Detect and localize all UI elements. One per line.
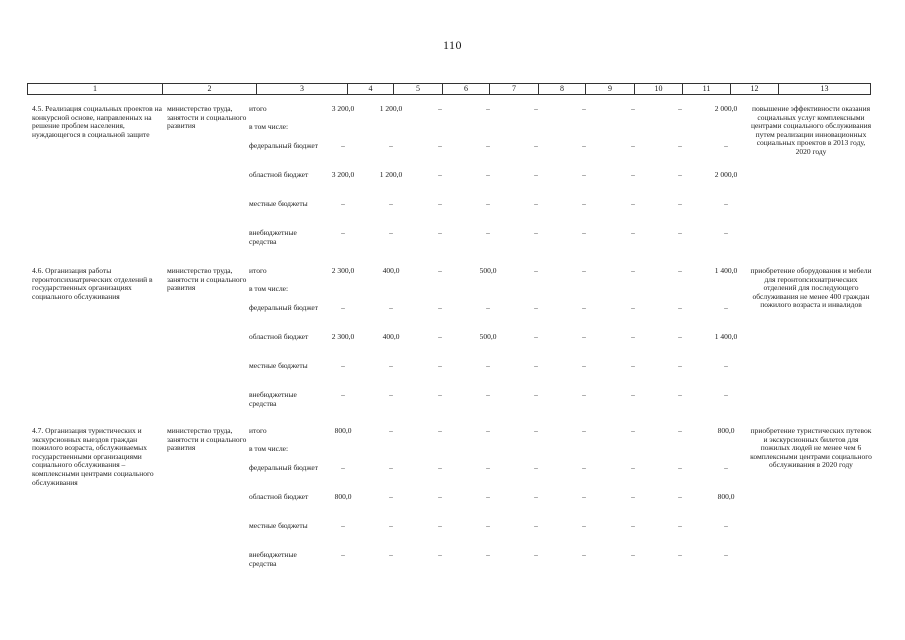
activity-description: 4.7. Организация туристических и экскурсионных выездов граждан пожилого возраста, обслуживаемых государственными организациями социального обслуживания – комплексными центрами социального обслуживания	[32, 426, 154, 487]
funding-value: –	[341, 361, 345, 370]
funding-value: –	[438, 228, 442, 237]
funding-value: –	[438, 303, 442, 312]
funding-value: 800,0	[717, 492, 735, 501]
activity-description: 4.5. Реализация социальных проектов на конкурсной основе, направленных на решение проблем населения, нуждающегося в социальной защите	[32, 104, 162, 139]
activity-description: 4.6. Организация работы геронтопсихиатрических отделений в государственных организациях социального обслуживания	[32, 266, 153, 301]
funding-value: –	[534, 228, 538, 237]
funding-source-label: в том числе:	[249, 444, 289, 453]
funding-value: –	[341, 303, 345, 312]
funding-value: –	[389, 303, 393, 312]
funding-source-row	[27, 304, 870, 326]
funding-value: –	[724, 361, 728, 370]
funding-source-label: местные бюджеты	[249, 199, 308, 208]
activity-section	[27, 267, 870, 417]
funding-source-label: итого	[249, 426, 267, 435]
funding-value: –	[438, 390, 442, 399]
funding-value: –	[534, 199, 538, 208]
funding-value: –	[678, 332, 682, 341]
funding-value: –	[631, 303, 635, 312]
funding-value: –	[389, 492, 393, 501]
column-number-header	[27, 83, 871, 95]
funding-value: –	[582, 228, 586, 237]
funding-source-label: местные бюджеты	[249, 361, 308, 370]
column-number: 12	[731, 84, 779, 95]
funding-value: –	[631, 550, 635, 559]
funding-value: –	[678, 141, 682, 150]
funding-source-label: итого	[249, 104, 267, 113]
funding-value: –	[631, 104, 635, 113]
funding-value: –	[534, 390, 538, 399]
funding-value: –	[389, 228, 393, 237]
funding-value: –	[582, 266, 586, 275]
funding-value: 2 300,0	[331, 332, 355, 341]
funding-source-label: областной бюджет	[249, 332, 309, 341]
funding-source-label: в том числе:	[249, 122, 289, 131]
funding-source-label: областной бюджет	[249, 492, 309, 501]
funding-source-label: внебюджетные средства	[249, 228, 297, 246]
funding-value: –	[724, 550, 728, 559]
activity-section	[27, 105, 870, 255]
funding-value: –	[582, 550, 586, 559]
funding-value: –	[678, 492, 682, 501]
funding-value: –	[724, 521, 728, 530]
funding-value: –	[486, 104, 490, 113]
funding-value: 800,0	[334, 426, 352, 435]
funding-value: –	[582, 426, 586, 435]
funding-source-label: в том числе:	[249, 284, 289, 293]
funding-value: 800,0	[717, 426, 735, 435]
funding-value: –	[534, 332, 538, 341]
column-number: 6	[443, 84, 490, 95]
funding-value: –	[678, 426, 682, 435]
funding-value: –	[438, 332, 442, 341]
funding-value: –	[631, 521, 635, 530]
funding-source-label: федеральный бюджет	[249, 141, 319, 150]
expected-result: повышение эффективности оказания социальных услуг комплексными центрами социального обслуживания путем реализации инновационных социальных проектов в 2013 году, 2020 году	[750, 104, 872, 156]
funding-value: –	[724, 141, 728, 150]
funding-value: –	[582, 361, 586, 370]
funding-value: –	[631, 332, 635, 341]
funding-value: –	[341, 199, 345, 208]
column-number: 2	[163, 84, 257, 95]
funding-value: –	[389, 463, 393, 472]
expected-result: приобретение оборудования и мебели для геронтопсихиатрических отделений для последующего обслуживания не менее 400 граждан пожилого возраста и инвалидов	[750, 266, 872, 310]
page-number: 110	[442, 38, 463, 52]
funding-value: –	[341, 228, 345, 237]
funding-value: –	[582, 303, 586, 312]
funding-source-row	[27, 200, 870, 222]
funding-value: –	[341, 550, 345, 559]
funding-value: –	[438, 463, 442, 472]
funding-value: –	[341, 521, 345, 530]
funding-value: –	[678, 199, 682, 208]
funding-value: –	[678, 550, 682, 559]
funding-value: –	[438, 170, 442, 179]
funding-value: 3 200,0	[331, 170, 355, 179]
funding-source-label: местные бюджеты	[249, 521, 308, 530]
funding-source-row	[27, 464, 870, 486]
responsible-ministry: министерство труда, занятости и социального развития	[167, 266, 247, 293]
funding-value: –	[486, 492, 490, 501]
funding-value: –	[534, 550, 538, 559]
funding-value: –	[534, 492, 538, 501]
column-number: 1	[28, 84, 163, 95]
funding-value: –	[341, 141, 345, 150]
funding-value: –	[582, 463, 586, 472]
funding-value: –	[438, 266, 442, 275]
funding-value: –	[389, 426, 393, 435]
funding-value: –	[534, 141, 538, 150]
funding-value: 1 200,0	[379, 104, 403, 113]
funding-value: 500,0	[479, 266, 497, 275]
funding-value: –	[534, 303, 538, 312]
responsible-ministry: министерство труда, занятости и социального развития	[167, 426, 247, 453]
column-number: 9	[586, 84, 635, 95]
funding-value: 400,0	[382, 332, 400, 341]
funding-value: –	[534, 521, 538, 530]
funding-value: –	[582, 199, 586, 208]
funding-value: –	[534, 104, 538, 113]
funding-value: –	[486, 228, 490, 237]
funding-source-row	[27, 229, 870, 251]
funding-value: –	[438, 550, 442, 559]
funding-value: –	[678, 390, 682, 399]
funding-source-label: федеральный бюджет	[249, 303, 319, 312]
funding-source-row	[27, 391, 870, 413]
funding-value: –	[389, 550, 393, 559]
funding-value: –	[631, 199, 635, 208]
funding-value: –	[582, 332, 586, 341]
column-number: 3	[257, 84, 348, 95]
funding-value: –	[486, 141, 490, 150]
funding-value: 2 000,0	[714, 104, 738, 113]
funding-source-label: областной бюджет	[249, 170, 309, 179]
funding-value: 3 200,0	[331, 104, 355, 113]
funding-value: –	[631, 492, 635, 501]
funding-source-label: итого	[249, 266, 267, 275]
funding-value: 500,0	[479, 332, 497, 341]
funding-value: –	[582, 104, 586, 113]
funding-value: –	[438, 199, 442, 208]
funding-value: –	[486, 303, 490, 312]
funding-value: –	[678, 361, 682, 370]
funding-value: –	[389, 390, 393, 399]
column-number: 13	[779, 84, 871, 95]
funding-source-label: внебюджетные средства	[249, 390, 297, 408]
funding-value: –	[724, 463, 728, 472]
funding-source-row	[27, 333, 870, 355]
funding-value: 2 000,0	[714, 170, 738, 179]
funding-value: 800,0	[334, 492, 352, 501]
funding-value: –	[631, 228, 635, 237]
funding-value: –	[678, 104, 682, 113]
funding-value: –	[534, 426, 538, 435]
funding-value: –	[678, 521, 682, 530]
funding-value: 1 400,0	[714, 266, 738, 275]
funding-value: –	[486, 390, 490, 399]
funding-value: –	[582, 492, 586, 501]
funding-value: 1 200,0	[379, 170, 403, 179]
funding-value: –	[389, 521, 393, 530]
funding-source-label: федеральный бюджет	[249, 463, 319, 472]
funding-value: –	[486, 199, 490, 208]
funding-value: –	[678, 303, 682, 312]
funding-value: –	[631, 463, 635, 472]
funding-value: –	[582, 141, 586, 150]
funding-value: 2 300,0	[331, 266, 355, 275]
funding-value: –	[486, 170, 490, 179]
funding-value: –	[438, 521, 442, 530]
funding-value: –	[724, 228, 728, 237]
column-number: 5	[394, 84, 443, 95]
funding-value: 400,0	[382, 266, 400, 275]
funding-value: –	[724, 199, 728, 208]
funding-value: –	[438, 104, 442, 113]
funding-value: –	[582, 170, 586, 179]
funding-value: –	[678, 463, 682, 472]
funding-value: –	[631, 390, 635, 399]
funding-value: –	[438, 426, 442, 435]
funding-value: –	[631, 426, 635, 435]
funding-value: –	[678, 170, 682, 179]
column-number: 7	[490, 84, 539, 95]
funding-value: –	[582, 390, 586, 399]
funding-value: –	[486, 550, 490, 559]
funding-value: –	[486, 361, 490, 370]
responsible-ministry: министерство труда, занятости и социального развития	[167, 104, 247, 131]
funding-value: –	[534, 361, 538, 370]
funding-value: –	[438, 361, 442, 370]
column-number: 10	[635, 84, 683, 95]
funding-value: –	[486, 521, 490, 530]
funding-value: –	[438, 141, 442, 150]
funding-value: –	[341, 463, 345, 472]
funding-value: –	[631, 266, 635, 275]
funding-source-row	[27, 551, 870, 573]
funding-value: –	[631, 361, 635, 370]
funding-source-row	[27, 362, 870, 384]
funding-value: –	[631, 141, 635, 150]
funding-value: –	[724, 390, 728, 399]
funding-value: –	[534, 463, 538, 472]
funding-value: –	[486, 463, 490, 472]
funding-value: –	[438, 492, 442, 501]
column-number: 11	[683, 84, 731, 95]
funding-value: –	[724, 303, 728, 312]
funding-value: –	[389, 141, 393, 150]
funding-value: 1 400,0	[714, 332, 738, 341]
funding-value: –	[631, 170, 635, 179]
funding-value: –	[582, 521, 586, 530]
funding-value: –	[534, 266, 538, 275]
funding-value: –	[534, 170, 538, 179]
expected-result: приобретение туристических путевок и экскурсионных билетов для пожилых людей не менее чем 6 комплексными центрами социального обслуживания в 2020 году	[750, 426, 872, 470]
activity-section	[27, 427, 870, 577]
funding-value: –	[486, 426, 490, 435]
funding-source-row	[27, 522, 870, 544]
funding-source-row	[27, 171, 870, 193]
funding-value: –	[341, 390, 345, 399]
funding-source-label: внебюджетные средства	[249, 550, 297, 568]
funding-source-row	[27, 493, 870, 515]
column-number: 4	[348, 84, 394, 95]
funding-value: –	[389, 199, 393, 208]
funding-value: –	[389, 361, 393, 370]
funding-value: –	[678, 266, 682, 275]
funding-value: –	[678, 228, 682, 237]
funding-source-row	[27, 142, 870, 164]
column-number: 8	[539, 84, 586, 95]
